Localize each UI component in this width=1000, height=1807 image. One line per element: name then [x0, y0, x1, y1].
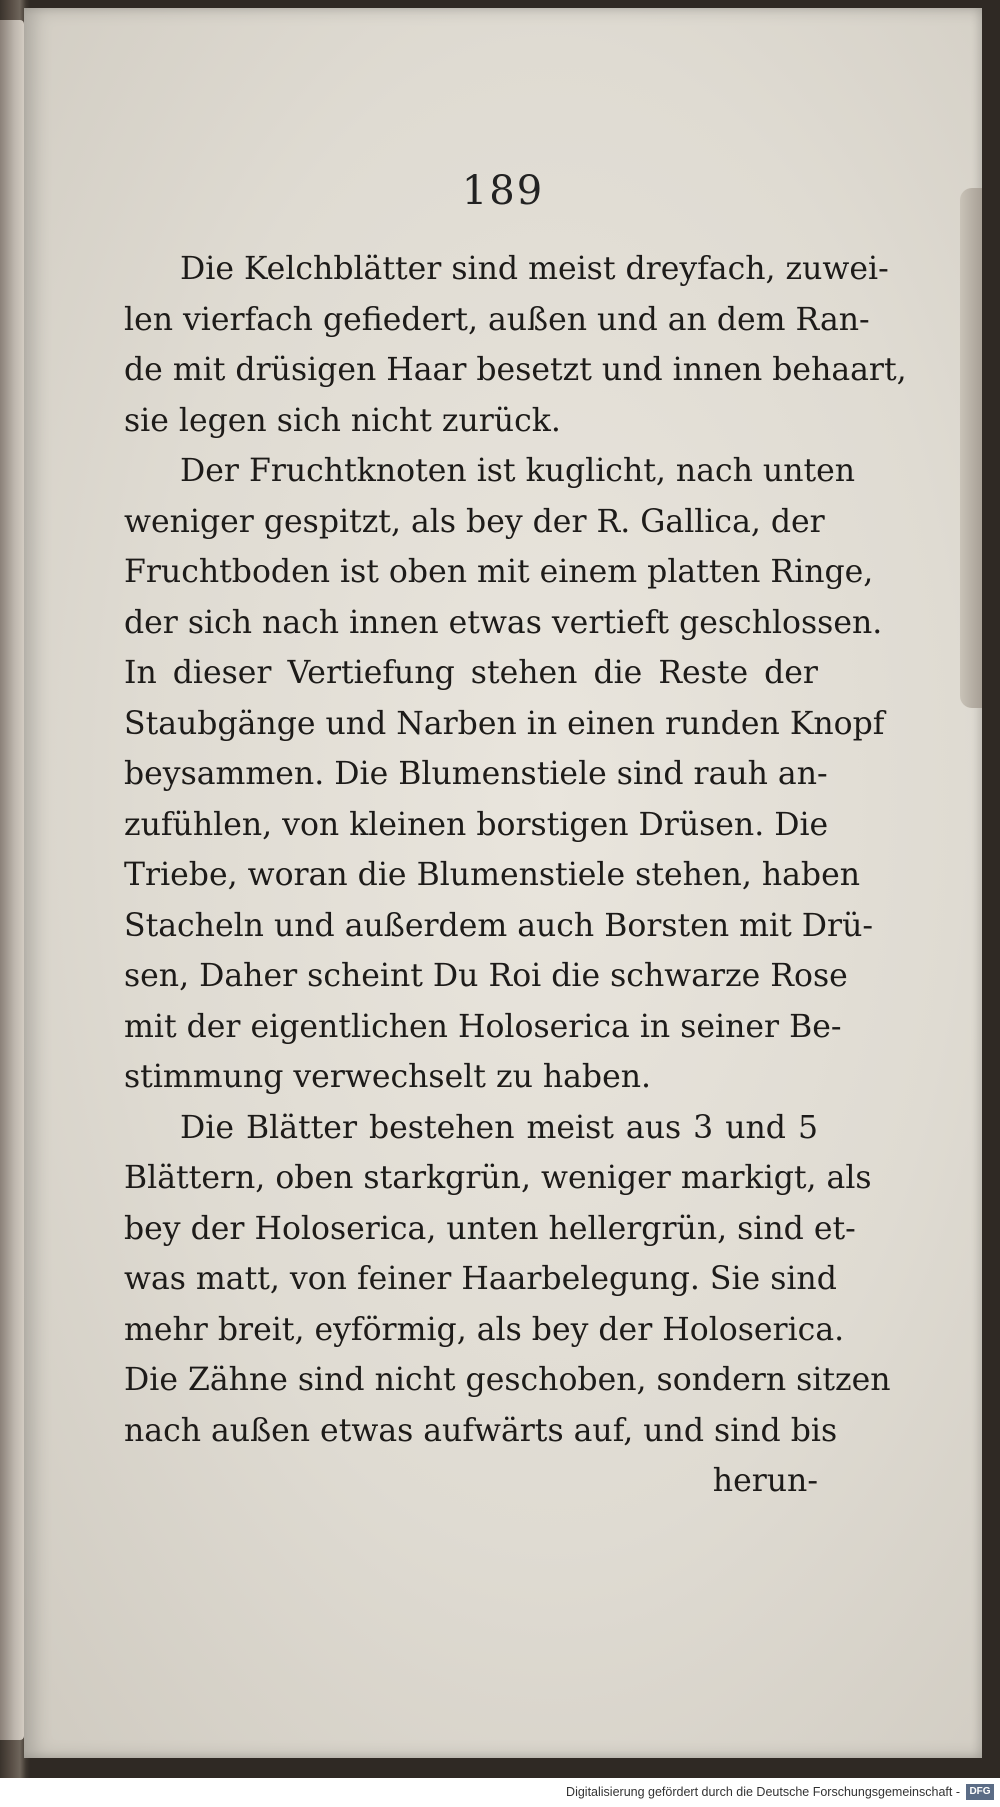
text-line: Stacheln und außerdem auch Borsten mit Drü-	[124, 907, 874, 944]
text-line: Triebe, woran die Blumenstiele stehen, haben	[124, 857, 861, 893]
text-line: de mit drüsigen Haar besetzt und innen behaart,	[124, 352, 907, 388]
text-line: mehr breit, eyförmig, als bey der Holoserica.	[124, 1311, 845, 1348]
dfg-logo-icon: DFG	[966, 1784, 994, 1800]
text-line: sen, Daher scheint Du Roi die schwarze Rose	[124, 958, 848, 994]
text-line: Staubgänge und Narben in einen runden Knopf	[124, 705, 885, 742]
text-line: was matt, von feiner Haarbelegung. Sie sind	[124, 1261, 837, 1297]
text-line: mit der eigentlichen Holoserica in seiner Be-	[124, 1008, 842, 1045]
text-line: len vierfach gefiedert, außen und an dem Ran-	[124, 301, 870, 338]
text-line: Blättern, oben starkgrün, weniger markigt, als	[124, 1160, 872, 1196]
text-line: nach außen etwas aufwärts auf, und sind bis	[124, 1412, 838, 1449]
text-line: stimmung verwechselt zu haben.	[124, 1059, 652, 1095]
text-line: sie legen sich nicht zurück.	[124, 402, 561, 439]
text-line: In dieser Vertiefung stehen die Reste der	[124, 655, 818, 691]
text-line: Die Kelchblätter sind meist dreyfach, zuwei-	[180, 251, 889, 287]
text-line: Die Blätter bestehen meist aus 3 und 5	[180, 1109, 818, 1146]
catchword: herun-	[712, 1463, 818, 1499]
text-line: der sich nach innen etwas vertieft geschlossen.	[124, 604, 883, 641]
page-edge-tab	[960, 188, 982, 708]
text-line: Fruchtboden ist oben mit einem platten Ringe,	[124, 554, 874, 590]
text-line: bey der Holoserica, unten hellergrün, sind et-	[124, 1210, 856, 1247]
funding-credit: Digitalisierung gefördert durch die Deutsche Forschungsgemeinschaft -	[566, 1785, 960, 1799]
text-line: weniger gespitzt, als bey der R. Gallica, der	[124, 503, 825, 540]
text-line: beysammen. Die Blumenstiele sind rauh an-	[124, 756, 828, 792]
text-line: Die Zähne sind nicht geschoben, sondern sitzen	[124, 1362, 891, 1398]
page-number: 189	[461, 168, 545, 214]
text-line: Der Fruchtknoten ist kuglicht, nach unten	[180, 453, 856, 489]
body-text	[124, 244, 907, 1507]
facing-page-edge	[0, 20, 24, 1740]
text-line: zufühlen, von kleinen borstigen Drüsen. Die	[124, 806, 829, 843]
book-page	[24, 8, 982, 1758]
digitization-footer	[0, 1778, 1000, 1807]
